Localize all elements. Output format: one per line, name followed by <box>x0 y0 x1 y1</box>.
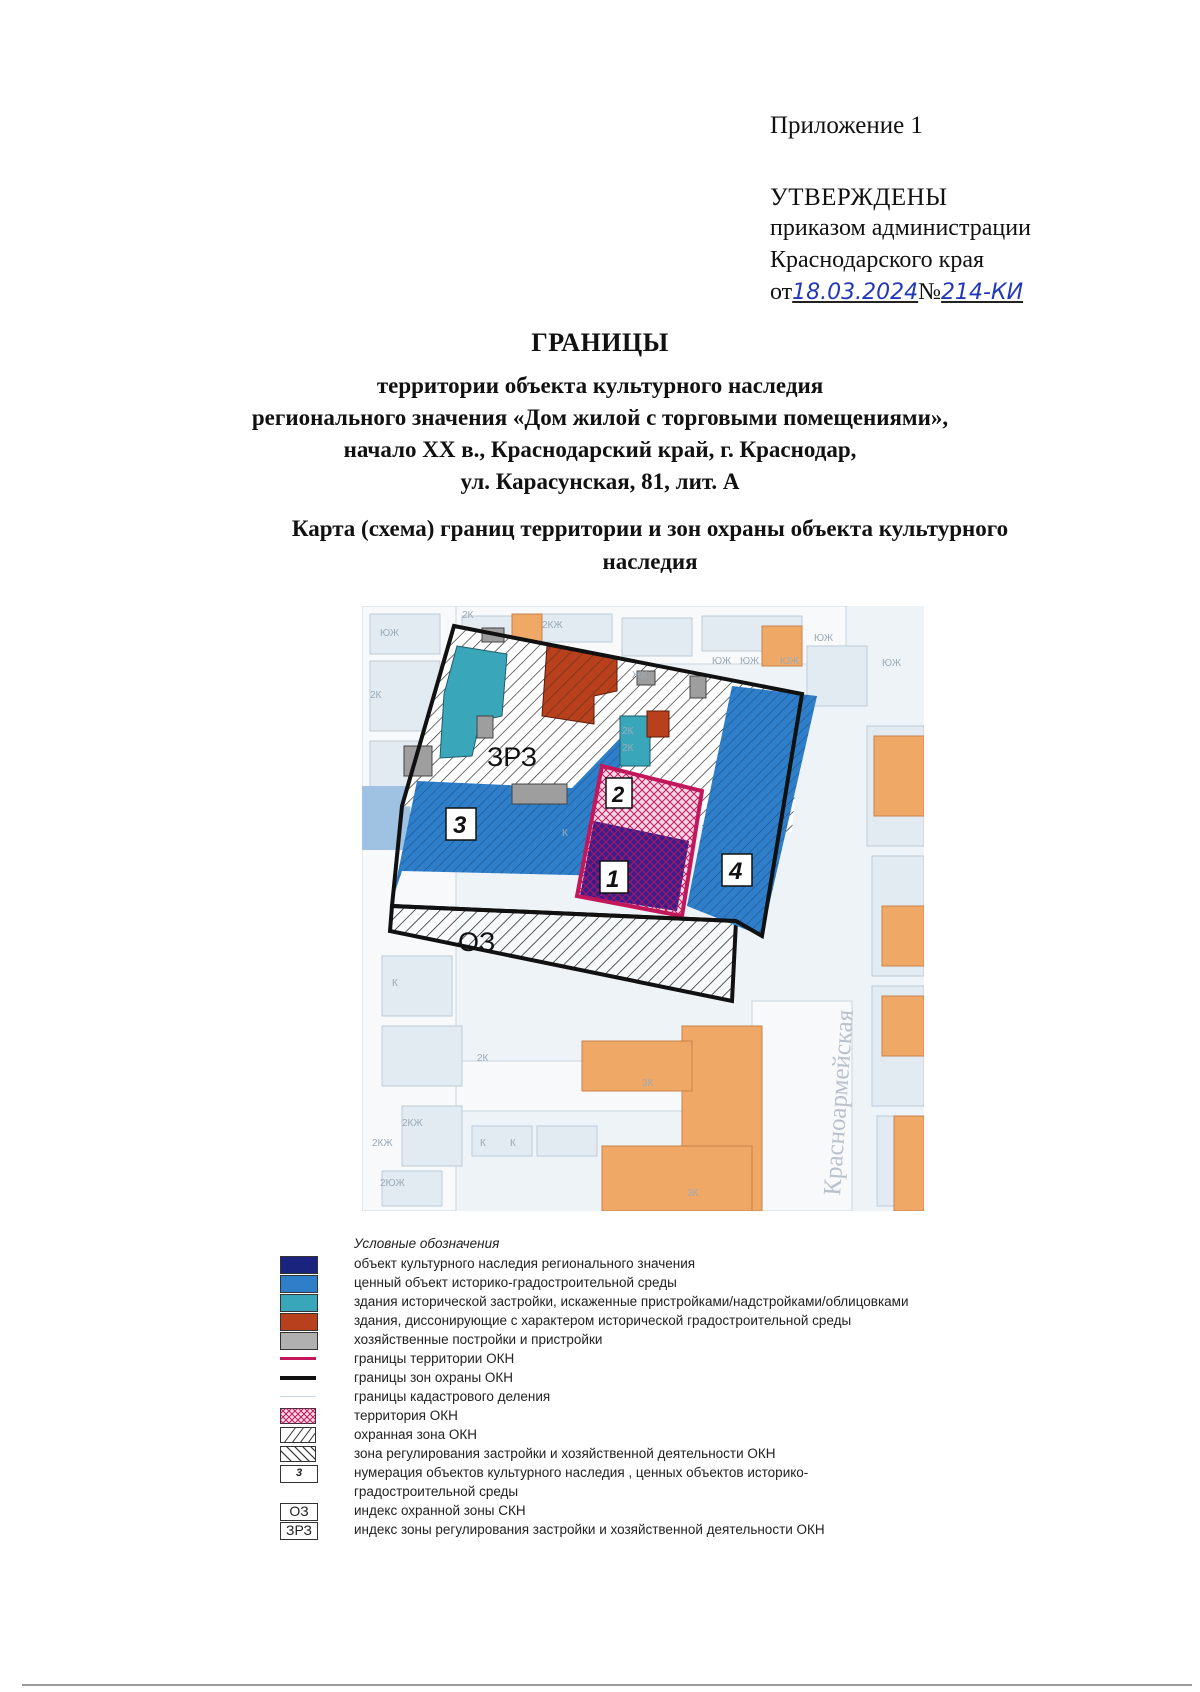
zrz-map-label: ЗРЗ <box>487 742 538 772</box>
approved-label: УТВЕРЖДЕНЫ <box>770 184 948 211</box>
okn-territory-swatch <box>280 1408 316 1424</box>
building-label: 2К <box>622 726 634 737</box>
building-label: 3К <box>642 1078 654 1089</box>
building-label: ЮЖ <box>380 628 400 639</box>
page-bottom-edge <box>22 1684 1192 1686</box>
legend-text: здания исторической застройки, искаженные пристройками/надстройками/облицовками <box>354 1294 909 1309</box>
approved-by-line-2: Краснодарского края <box>770 247 985 273</box>
oz-index-swatch <box>280 1503 318 1521</box>
zone-border-line-icon <box>280 1370 316 1386</box>
building-label: 2К <box>477 1053 489 1064</box>
legend-text: нумерация объектов культурного наследия , ценных объектов историко- <box>354 1465 809 1480</box>
distorted-swatch <box>280 1294 318 1312</box>
approved-by-line-1: приказом администрации <box>770 215 1031 241</box>
zrz-index-swatch <box>280 1522 318 1540</box>
title-line-2: регионального значения «Дом жилой с торговыми помещениями», <box>251 405 949 430</box>
object-number-3 <box>446 808 476 840</box>
document-title <box>0 328 1200 498</box>
legend-row-zone-border <box>280 1370 1040 1388</box>
legend-row-zrz <box>280 1446 1040 1464</box>
legend-text: хозяйственные постройки и пристройки <box>354 1332 603 1347</box>
svg-text:3: 3 <box>453 812 467 839</box>
okn-border-line-icon <box>280 1351 316 1367</box>
approval-block <box>770 112 1170 309</box>
oz-map-label: ОЗ <box>458 927 496 957</box>
household-swatch <box>280 1332 318 1350</box>
legend-row-zrz-index <box>280 1522 1040 1540</box>
handwritten-date: 18.03.2024 <box>792 280 919 305</box>
legend-row-oz <box>280 1427 1040 1445</box>
legend-text: охранная зона ОКН <box>354 1427 477 1442</box>
legend-text: территория ОКН <box>354 1408 458 1423</box>
building-label: 2КЖ <box>402 1118 423 1129</box>
dissonant-swatch <box>280 1313 318 1331</box>
numbering-symbol: 3 <box>295 1467 303 1479</box>
object-number-2 <box>606 778 632 808</box>
building-label: 2ЮЖ <box>380 1178 405 1189</box>
legend-text: границы кадастрового деления <box>354 1389 551 1404</box>
legend-text-continued: градостроительной среды <box>354 1484 519 1499</box>
building-label: 3К <box>687 1188 699 1199</box>
appendix-label: Приложение 1 <box>770 112 923 139</box>
title-line-1: территории объекта культурного наследия <box>376 373 824 398</box>
legend-text: индекс охранной зоны СКН <box>354 1503 526 1518</box>
title-line-3: начало XX в., Краснодарский край, г. Краснодар, <box>343 437 857 462</box>
cadastral-line-icon <box>280 1389 316 1405</box>
legend-title: Условные обозначения <box>354 1236 500 1251</box>
oz-index-symbol: ОЗ <box>289 1503 309 1519</box>
legend-row-dissonant <box>280 1313 1040 1331</box>
okn-swatch <box>280 1256 318 1274</box>
svg-text:4: 4 <box>729 858 743 885</box>
building-label: 2К <box>462 610 474 621</box>
building-label: ЮЖ <box>712 656 732 667</box>
building-label: 2КЖ <box>372 1138 393 1149</box>
legend-text: границы территории ОКН <box>354 1351 515 1366</box>
building-label: ЮЖ <box>882 658 902 669</box>
legend-row-okn-border <box>280 1351 1040 1369</box>
numbering-swatch <box>280 1465 318 1483</box>
handwritten-number: 214-КИ <box>941 280 1024 305</box>
legend-row-okn <box>280 1256 1040 1274</box>
building-label: 2КЖ <box>542 620 563 631</box>
legend-text: объект культурного наследия регионального значения <box>354 1256 696 1271</box>
oz-hatch-swatch <box>280 1427 316 1443</box>
legend-row-cadastral <box>280 1389 1040 1407</box>
zone-map <box>362 606 924 1211</box>
legend-row-household <box>280 1332 1040 1350</box>
building-label: К <box>562 828 568 839</box>
legend-text: ценный объект историко-градостроительной среды <box>354 1275 677 1290</box>
zrz-index-symbol: ЗРЗ <box>286 1522 312 1538</box>
order-date-number <box>770 276 1170 309</box>
valuable-swatch <box>280 1275 318 1293</box>
building-label: К <box>392 978 398 989</box>
street-label: Красноармейская <box>819 1008 859 1197</box>
title-heading: ГРАНИЦЫ <box>531 328 669 357</box>
number-prefix: № <box>918 279 942 305</box>
building-label: ЮЖ <box>740 656 760 667</box>
map-caption <box>180 512 1120 578</box>
svg-text:2: 2 <box>612 782 625 807</box>
legend-row-okn-territory <box>280 1408 1040 1426</box>
legend-row-oz-index <box>280 1503 1040 1521</box>
legend-text: здания, диссонирующие с характером исторической градостроительной среды <box>354 1313 852 1328</box>
legend-row-valuable <box>280 1275 1040 1293</box>
legend-text: границы зон охраны ОКН <box>354 1370 514 1385</box>
object-number-4 <box>722 854 752 886</box>
building-label: 2К <box>370 690 382 701</box>
building-label: ЮЖ <box>780 656 800 667</box>
object-number-1 <box>600 861 628 893</box>
legend-row-numbering <box>280 1465 1040 1503</box>
date-prefix: от <box>770 279 793 305</box>
map-caption-line-1: Карта (схема) границ территории и зон охраны объекта культурного <box>291 516 1009 541</box>
building-label: ЖК <box>632 670 648 681</box>
title-line-4: ул. Карасунская, 81, лит. А <box>460 469 740 494</box>
legend-text: индекс зоны регулирования застройки и хозяйственной деятельности ОКН <box>354 1522 825 1537</box>
legend-text: зона регулирования застройки и хозяйственной деятельности ОКН <box>354 1446 776 1461</box>
building-label: 2К <box>622 743 634 754</box>
legend-row-distorted <box>280 1294 1040 1312</box>
map-caption-line-2: наследия <box>602 549 698 574</box>
building-label: ЮЖ <box>814 633 834 644</box>
building-label: К <box>480 1138 486 1149</box>
building-label: К <box>510 1138 516 1149</box>
svg-text:1: 1 <box>606 866 620 893</box>
zrz-hatch-swatch <box>280 1446 316 1462</box>
